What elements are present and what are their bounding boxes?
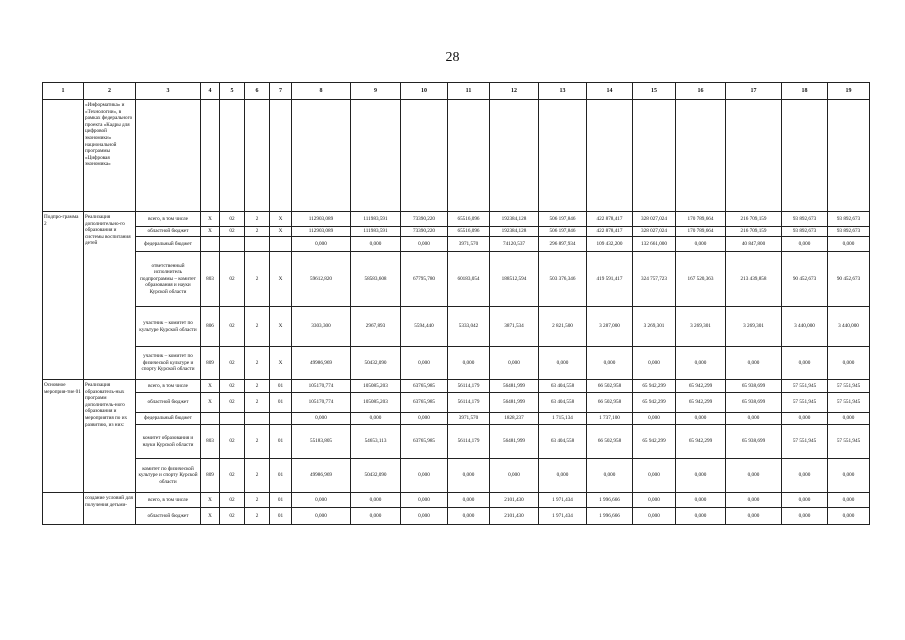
- value-cell: 50432,090: [351, 347, 401, 380]
- value-cell: 0,000: [782, 347, 828, 380]
- value-cell: 49986,969: [292, 459, 351, 493]
- responsible-cell: всего, в том числе: [136, 493, 201, 508]
- value-cell: 192384,128: [490, 212, 539, 227]
- code-cell-c7: 01: [270, 380, 292, 393]
- code-cell-c4: X: [201, 212, 220, 227]
- code-cell-c6: 2: [245, 508, 270, 525]
- code-cell-c5: 02: [220, 393, 245, 413]
- code-cell-c7: 01: [270, 459, 292, 493]
- value-cell: 63 404,558: [539, 393, 587, 413]
- value-cell: 0,000: [828, 508, 870, 525]
- value-cell: 296 897,934: [539, 237, 587, 252]
- value-cell: 324 757,723: [633, 252, 676, 307]
- value-cell: 65 938,699: [726, 380, 782, 393]
- value-cell: 57 551,945: [782, 393, 828, 413]
- code-cell-c6: 2: [245, 212, 270, 227]
- cond-label: [43, 493, 84, 525]
- value-cell: 0,000: [587, 459, 633, 493]
- code-cell-c7: 01: [270, 393, 292, 413]
- header-cell-5: 5: [220, 83, 245, 100]
- responsible-cell: областной бюджет: [136, 508, 201, 525]
- value-cell: 1 996,666: [587, 493, 633, 508]
- code-cell-c6: 2: [245, 425, 270, 459]
- value-cell: 93 892,673: [782, 227, 828, 237]
- value-cell: 1 971,434: [539, 493, 587, 508]
- value-cell: 0,000: [401, 237, 448, 252]
- value-cell: 65 942,299: [676, 425, 726, 459]
- value-cell: 3971,570: [448, 237, 490, 252]
- value-cell: 0,000: [828, 413, 870, 425]
- value-cell: 65 942,299: [633, 380, 676, 393]
- value-cell: 58583,608: [351, 252, 401, 307]
- value-cell: 0,000: [726, 493, 782, 508]
- value-cell: 57 551,945: [828, 393, 870, 413]
- code-cell-c4: 806: [201, 307, 220, 347]
- code-cell-c7: 01: [270, 508, 292, 525]
- code-cell-c6: 2: [245, 459, 270, 493]
- value-cell: 65 938,699: [726, 425, 782, 459]
- responsible-cell: комитет по физической культуре и спорту Курской области: [136, 459, 201, 493]
- cond-name: создание условий для получения детьми-: [84, 493, 136, 525]
- value-cell: 0,000: [633, 508, 676, 525]
- page-number: 28: [445, 50, 460, 65]
- value-cell: 0,000: [726, 347, 782, 380]
- value-cell: 0,000: [448, 493, 490, 508]
- code-cell-c6: [245, 413, 270, 425]
- code-cell-c6: 2: [245, 227, 270, 237]
- value-cell: 3971,570: [448, 413, 490, 425]
- value-cell: 63765,985: [401, 425, 448, 459]
- code-cell-c6: 2: [245, 347, 270, 380]
- code-cell-c4: X: [201, 493, 220, 508]
- value-cell: 0,000: [401, 508, 448, 525]
- value-cell: 59612,820: [292, 252, 351, 307]
- value-cell: 0,000: [782, 493, 828, 508]
- value-cell: 0,000: [539, 347, 587, 380]
- code-cell-c6: 2: [245, 307, 270, 347]
- value-cell: 63 404,558: [539, 380, 587, 393]
- code-cell-c4: 809: [201, 347, 220, 380]
- header-cell-10: 10: [401, 83, 448, 100]
- value-cell: 0,000: [448, 508, 490, 525]
- header-cell-11: 11: [448, 83, 490, 100]
- value-cell: 0,000: [828, 237, 870, 252]
- value-cell: 3 269,301: [676, 307, 726, 347]
- value-cell: 0,000: [782, 237, 828, 252]
- code-cell-c4: [201, 237, 220, 252]
- intro-row: [43, 100, 870, 212]
- value-cell: 93 892,673: [828, 212, 870, 227]
- value-cell: 93 892,673: [782, 212, 828, 227]
- header-cell-7: 7: [270, 83, 292, 100]
- code-cell-c6: 2: [245, 252, 270, 307]
- value-cell: 0,000: [676, 508, 726, 525]
- value-cell: 56481,999: [490, 425, 539, 459]
- code-cell-c5: 02: [220, 227, 245, 237]
- value-cell: 105085,203: [351, 380, 401, 393]
- value-cell: 56481,999: [490, 380, 539, 393]
- responsible-cell: комитет образования и науки Курской области: [136, 425, 201, 459]
- value-cell: 50432,090: [351, 459, 401, 493]
- code-cell-c7: X: [270, 347, 292, 380]
- code-cell-c5: 02: [220, 459, 245, 493]
- value-cell: 0,000: [726, 508, 782, 525]
- value-cell: 422 878,417: [587, 227, 633, 237]
- table-header-row: [43, 83, 870, 100]
- code-cell-c5: 02: [220, 508, 245, 525]
- code-cell-c4: X: [201, 393, 220, 413]
- value-cell: 216 709,159: [726, 212, 782, 227]
- value-cell: 0,000: [401, 413, 448, 425]
- header-cell-15: 15: [633, 83, 676, 100]
- header-cell-19: 19: [828, 83, 870, 100]
- header-cell-16: 16: [676, 83, 726, 100]
- code-cell-c6: 2: [245, 393, 270, 413]
- value-cell: 0,000: [676, 347, 726, 380]
- value-cell: 0,000: [676, 493, 726, 508]
- code-cell-c5: 02: [220, 212, 245, 227]
- code-cell-c4: X: [201, 380, 220, 393]
- main01-row: [43, 459, 870, 493]
- value-cell: 0,000: [539, 459, 587, 493]
- code-cell-c4: X: [201, 508, 220, 525]
- value-cell: 0,000: [351, 508, 401, 525]
- main01-row: [43, 393, 870, 413]
- code-cell-c5: 02: [220, 347, 245, 380]
- value-cell: 167 520,363: [676, 252, 726, 307]
- value-cell: 56114,179: [448, 393, 490, 413]
- code-cell-c7: X: [270, 252, 292, 307]
- code-cell-c4: [201, 413, 220, 425]
- budget-table-container: [42, 82, 868, 525]
- value-cell: 419 591,417: [587, 252, 633, 307]
- value-cell: 3871,534: [490, 307, 539, 347]
- code-cell-c6: 2: [245, 493, 270, 508]
- value-cell: 74120,537: [490, 237, 539, 252]
- header-cell-6: 6: [245, 83, 270, 100]
- value-cell: 56114,179: [448, 380, 490, 393]
- responsible-cell: федеральный бюджет: [136, 413, 201, 425]
- value-cell: 5333,042: [448, 307, 490, 347]
- value-cell: 73390,220: [401, 227, 448, 237]
- code-cell-c4: 803: [201, 425, 220, 459]
- value-cell: 3 440,000: [828, 307, 870, 347]
- code-cell-c5: 02: [220, 307, 245, 347]
- value-cell: 63765,985: [401, 393, 448, 413]
- sub2-label: Подпро-грамма 2: [43, 212, 84, 380]
- value-cell: 170 789,664: [676, 212, 726, 227]
- value-cell: 0,000: [490, 459, 539, 493]
- header-cell-13: 13: [539, 83, 587, 100]
- header-cell-2: 2: [84, 83, 136, 100]
- value-cell: 66 502,958: [587, 380, 633, 393]
- value-cell: 0,000: [633, 347, 676, 380]
- value-cell: 0,000: [633, 413, 676, 425]
- sub2-row: [43, 307, 870, 347]
- code-cell-c7: [270, 413, 292, 425]
- code-cell-c4: X: [201, 227, 220, 237]
- code-cell-c7: X: [270, 307, 292, 347]
- value-cell: 40 847,800: [726, 237, 782, 252]
- header-cell-1: 1: [43, 83, 84, 100]
- value-cell: 0,000: [828, 347, 870, 380]
- value-cell: 112903,089: [292, 212, 351, 227]
- value-cell: 3 269,301: [726, 307, 782, 347]
- value-cell: 60183,054: [448, 252, 490, 307]
- value-cell: 109 432,200: [587, 237, 633, 252]
- value-cell: 0,000: [587, 347, 633, 380]
- value-cell: 3303,300: [292, 307, 351, 347]
- main01-row: [43, 425, 870, 459]
- value-cell: 2101,430: [490, 493, 539, 508]
- code-cell-c7: X: [270, 227, 292, 237]
- value-cell: 112903,089: [292, 227, 351, 237]
- code-cell-c7: [270, 237, 292, 252]
- code-cell-c5: 02: [220, 425, 245, 459]
- value-cell: 90 452,673: [828, 252, 870, 307]
- value-cell: 188512,594: [490, 252, 539, 307]
- value-cell: 0,000: [676, 237, 726, 252]
- value-cell: 93 892,673: [828, 227, 870, 237]
- value-cell: 67795,780: [401, 252, 448, 307]
- responsible-cell: областной бюджет: [136, 393, 201, 413]
- code-cell-c4: 809: [201, 459, 220, 493]
- value-cell: 0,000: [351, 413, 401, 425]
- value-cell: 55183,805: [292, 425, 351, 459]
- responsible-cell: участник – комитет по физической культуре и спорту Курской области: [136, 347, 201, 380]
- header-cell-14: 14: [587, 83, 633, 100]
- value-cell: 66 502,958: [587, 425, 633, 459]
- value-cell: 2967,893: [351, 307, 401, 347]
- value-cell: 0,000: [828, 493, 870, 508]
- code-cell-c4: 803: [201, 252, 220, 307]
- value-cell: 3 287,000: [587, 307, 633, 347]
- budget-table: [42, 82, 870, 525]
- value-cell: 63765,985: [401, 380, 448, 393]
- value-cell: 57 551,945: [782, 380, 828, 393]
- value-cell: 0,000: [726, 459, 782, 493]
- value-cell: 422 878,417: [587, 212, 633, 227]
- value-cell: 1 971,434: [539, 508, 587, 525]
- code-cell-c7: 01: [270, 493, 292, 508]
- value-cell: 0,000: [782, 508, 828, 525]
- value-cell: 3 269,301: [633, 307, 676, 347]
- sub2-row: [43, 227, 870, 237]
- code-cell-c6: 2: [245, 380, 270, 393]
- value-cell: 0,000: [401, 347, 448, 380]
- code-cell-c7: 01: [270, 425, 292, 459]
- value-cell: 56114,179: [448, 425, 490, 459]
- value-cell: 0,000: [292, 413, 351, 425]
- value-cell: 65 942,299: [676, 393, 726, 413]
- value-cell: 0,000: [782, 459, 828, 493]
- sub2-name: Реализация дополнительно-го образования и системы воспитания детей: [84, 212, 136, 380]
- value-cell: 5594,440: [401, 307, 448, 347]
- main01-row: [43, 380, 870, 393]
- value-cell: 73390,220: [401, 212, 448, 227]
- value-cell: 506 197,846: [539, 212, 587, 227]
- value-cell: 1 996,666: [587, 508, 633, 525]
- responsible-cell: областной бюджет: [136, 227, 201, 237]
- value-cell: 0,000: [782, 413, 828, 425]
- value-cell: 328 027,024: [633, 212, 676, 227]
- header-cell-3: 3: [136, 83, 201, 100]
- value-cell: 0,000: [676, 459, 726, 493]
- value-cell: 0,000: [351, 493, 401, 508]
- main01-row: [43, 413, 870, 425]
- main01-name: Реализация образователь-ных программ дополнитель-ного образования и мероприятия по их развитию, из них:: [84, 380, 136, 493]
- value-cell: 57 551,945: [828, 380, 870, 393]
- value-cell: 65 942,299: [633, 393, 676, 413]
- value-cell: 105170,774: [292, 393, 351, 413]
- value-cell: 0,000: [292, 508, 351, 525]
- value-cell: 65 938,699: [726, 393, 782, 413]
- value-cell: 105085,203: [351, 393, 401, 413]
- value-cell: 0,000: [292, 237, 351, 252]
- value-cell: 0,000: [633, 459, 676, 493]
- code-cell-c5: 02: [220, 493, 245, 508]
- intro-text: «Информатика» и «Технологии», в рамках федерального проекта «Кадры для цифровой экономики» национальной программы «Цифровая экономика»: [84, 100, 136, 212]
- value-cell: 3 440,000: [782, 307, 828, 347]
- code-cell-c5: 02: [220, 380, 245, 393]
- header-cell-9: 9: [351, 83, 401, 100]
- value-cell: 63 404,558: [539, 425, 587, 459]
- sub2-row: [43, 252, 870, 307]
- main01-label: Основное мероприя-тие 01: [43, 380, 84, 493]
- value-cell: 328 027,024: [633, 227, 676, 237]
- header-cell-12: 12: [490, 83, 539, 100]
- value-cell: 1 715,134: [539, 413, 587, 425]
- responsible-cell: ответственный исполнитель подпрограммы – комитет образования и науки Курской области: [136, 252, 201, 307]
- value-cell: 0,000: [351, 237, 401, 252]
- value-cell: 105170,774: [292, 380, 351, 393]
- value-cell: 56481,999: [490, 393, 539, 413]
- value-cell: 506 197,846: [539, 227, 587, 237]
- sub2-row: [43, 212, 870, 227]
- value-cell: 0,000: [401, 459, 448, 493]
- code-cell-c5: 02: [220, 252, 245, 307]
- cond-row: [43, 493, 870, 508]
- value-cell: 90 452,673: [782, 252, 828, 307]
- value-cell: 2101,430: [490, 508, 539, 525]
- header-cell-17: 17: [726, 83, 782, 100]
- code-cell-c5: [220, 413, 245, 425]
- value-cell: 0,000: [490, 347, 539, 380]
- responsible-cell: участник – комитет по культуре Курской области: [136, 307, 201, 347]
- value-cell: 57 551,945: [828, 425, 870, 459]
- value-cell: 0,000: [448, 459, 490, 493]
- value-cell: 0,000: [292, 493, 351, 508]
- value-cell: 2 821,500: [539, 307, 587, 347]
- code-cell-c6: [245, 237, 270, 252]
- value-cell: 111983,591: [351, 212, 401, 227]
- value-cell: 57 551,945: [782, 425, 828, 459]
- code-cell-c7: X: [270, 212, 292, 227]
- value-cell: 216 709,159: [726, 227, 782, 237]
- responsible-cell: всего, в том числе: [136, 380, 201, 393]
- value-cell: 0,000: [676, 413, 726, 425]
- value-cell: 503 376,346: [539, 252, 587, 307]
- value-cell: 65516,096: [448, 227, 490, 237]
- sub2-row: [43, 347, 870, 380]
- value-cell: 111983,591: [351, 227, 401, 237]
- value-cell: 65516,096: [448, 212, 490, 227]
- header-cell-18: 18: [782, 83, 828, 100]
- value-cell: 1828,237: [490, 413, 539, 425]
- value-cell: 49986,969: [292, 347, 351, 380]
- sub2-row: [43, 237, 870, 252]
- value-cell: 0,000: [448, 347, 490, 380]
- value-cell: 0,000: [726, 413, 782, 425]
- value-cell: 213 439,858: [726, 252, 782, 307]
- value-cell: 0,000: [633, 493, 676, 508]
- value-cell: 170 789,664: [676, 227, 726, 237]
- value-cell: 65 942,299: [676, 380, 726, 393]
- value-cell: 192384,128: [490, 227, 539, 237]
- value-cell: 54653,113: [351, 425, 401, 459]
- cond-row: [43, 508, 870, 525]
- header-cell-4: 4: [201, 83, 220, 100]
- code-cell-c5: [220, 237, 245, 252]
- value-cell: 132 661,000: [633, 237, 676, 252]
- value-cell: 0,000: [828, 459, 870, 493]
- header-cell-8: 8: [292, 83, 351, 100]
- value-cell: 66 502,958: [587, 393, 633, 413]
- responsible-cell: всего, в том числе: [136, 212, 201, 227]
- responsible-cell: федеральный бюджет: [136, 237, 201, 252]
- value-cell: 1 737,100: [587, 413, 633, 425]
- value-cell: 65 942,299: [633, 425, 676, 459]
- value-cell: 0,000: [401, 493, 448, 508]
